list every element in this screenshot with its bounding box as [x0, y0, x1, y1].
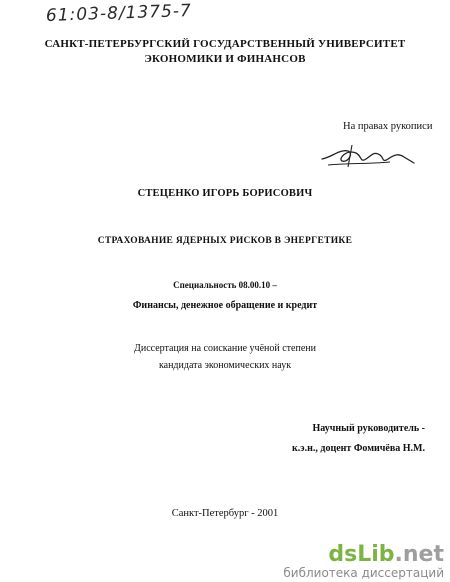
- archive-stamp: 61:03-8/1375-7: [45, 0, 193, 26]
- signature-icon: [318, 137, 418, 173]
- watermark-logo: dsLib.net: [328, 542, 444, 567]
- rights-note: На правах рукописи: [343, 121, 433, 132]
- city-year: Санкт-Петербург - 2001: [171, 508, 279, 519]
- dissertation-title: СТРАХОВАНИЕ ЯДЕРНЫХ РИСКОВ В ЭНЕРГЕТИКЕ: [97, 236, 353, 246]
- degree-line1: Диссертация на соискание учёной степени: [134, 343, 316, 354]
- watermark-subtitle: библиотека диссертаций: [283, 566, 444, 580]
- specialty-name: Финансы, денежное обращение и кредит: [132, 300, 318, 311]
- supervisor-label: Научный руководитель -: [312, 423, 425, 434]
- author-name: СТЕЦЕНКО ИГОРЬ БОРИСОВИЧ: [137, 188, 313, 199]
- supervisor-name: к.э.н., доцент Фомичёва Н.М.: [292, 443, 425, 454]
- degree-line2: кандидата экономических наук: [158, 360, 292, 371]
- university-name-line2: ЭКОНОМИКИ И ФИНАНСОВ: [144, 53, 306, 65]
- university-name-line1: САНКТ-ПЕТЕРБУРГСКИЙ ГОСУДАРСТВЕННЫЙ УНИВЕРСИТЕТ: [44, 38, 406, 50]
- specialty-code: Специальность 08.00.10 –: [173, 280, 277, 290]
- watermark: [283, 544, 444, 580]
